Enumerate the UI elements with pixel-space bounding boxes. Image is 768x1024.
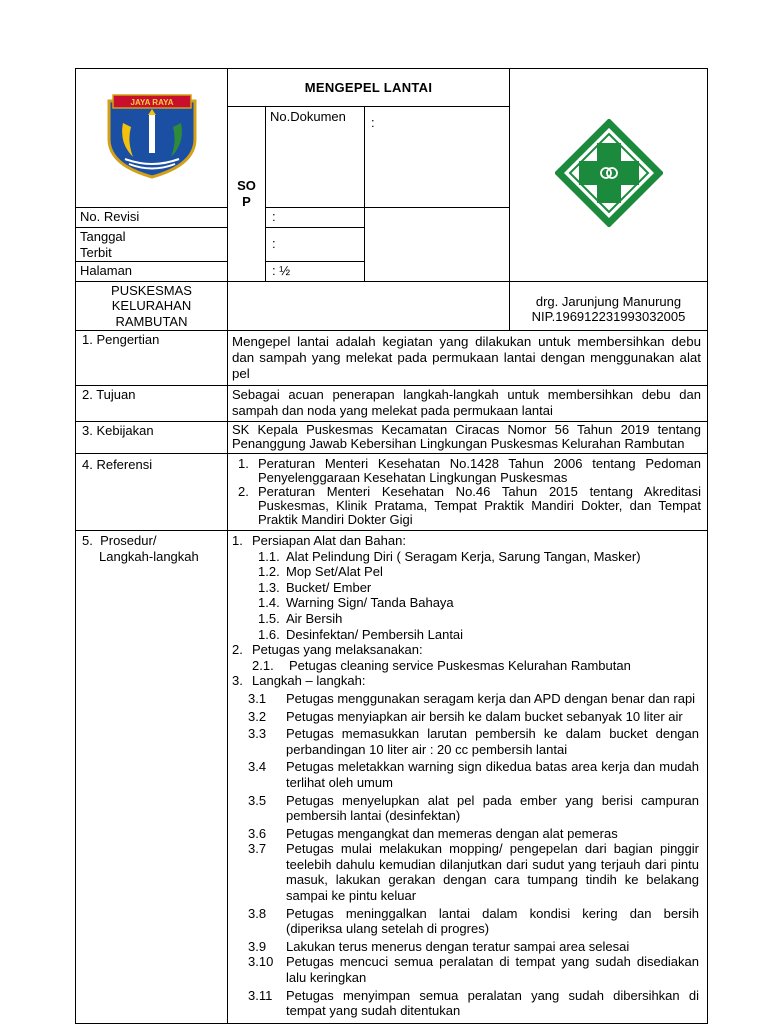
step-item: 3.10 Petugas mencuci semua peralatan di tempat yang sudah disediakan lalu keringkan [248,954,699,986]
label-prosedur-2: Langkah-langkah [99,548,199,564]
step-item: 3.4 Petugas meletakkan warning sign dikedua batas area kerja dan mudah terlihat oleh umum [248,759,699,790]
logo-banner-text: JAYA RAYA [130,98,173,108]
prosedur-group-3: 3. Langkah – langkah: [232,673,366,689]
list-item: 1.6. Desinfektan/ Pembersih Lantai [258,626,464,642]
jakarta-logo-cell [76,69,228,208]
list-item: 2.1. Petugas cleaning service Puskesmas Kelurahan Rambutan [252,657,631,673]
meta-label-nodokumen: No.Dokumen [266,107,365,208]
puskesmas-logo-icon [555,119,663,227]
meta-value-revisi: : [266,208,365,228]
step-item: 3.7 Petugas mulai melakukan mopping/ pengepelan dari bagian pinggir teelebih dahulu kemudian dilanjutkan dari sudut yang terjauh dari pintu masuk, lakukan gerakan dengan cara tumpang tindih ke belakang sampai ke pintu keluar [248,841,699,904]
label-tujuan: 2. Tujuan [76,386,228,422]
meta-label-tanggal: Tanggal Terbit [76,228,228,262]
meta-label-halaman: Halaman [76,262,228,282]
list-item: 1.5. Air Bersih [258,610,343,626]
document-title: MENGEPEL LANTAI [228,69,510,107]
meta-label-revisi: No. Revisi [76,208,228,228]
text-pengertian: Mengepel lantai adalah kegiatan yang dilakukan untuk membersihkan debu dan sampah yang melekat pada permukaan lantai dengan menggunakan alat pel [228,331,708,386]
step-item: 3.3 Petugas memasukkan larutan pembersih ke dalam bucket dengan perbandingan 10 liter air : 20 cc pembersih lantai [248,726,699,757]
puskesmas-name: PUSKESMAS KELURAHAN RAMBUTAN [76,282,228,331]
label-referensi: 4. Referensi [76,454,228,531]
meta-value-halaman: : ½ [266,262,365,282]
text-tujuan: Sebagai acuan penerapan langkah-langkah untuk membersihkan debu dan sampah dan noda yang melekat pada permukaan lantai [228,386,708,422]
sop-document [75,68,708,1024]
referensi-list [228,454,708,531]
signer-nip: NIP.196912231993032005 [531,309,686,324]
step-item: 3.5 Petugas menyelupkan alat pel pada ember yang berisi campuran pembersih lantai (desinfektan) [248,792,699,824]
signer-name: drg. Jarunjung Manurung [535,293,682,309]
label-pengertian: 1. Pengertian [76,331,228,386]
puskesmas-logo-cell [510,69,708,282]
label-kebijakan: 3. Kebijakan [76,422,228,454]
sop-label [228,107,266,282]
jakarta-coat-of-arms-icon [103,93,201,179]
label-prosedur [76,531,228,1024]
text-kebijakan: SK Kepala Puskesmas Kecamatan Ciracas Nomor 56 Tahun 2019 tentang Penanggung Jawab Kebersihan Lingkungan Puskesmas Kelurahan Rambutan [228,422,708,454]
list-item: 1.4. Warning Sign/ Tanda Bahaya [258,595,454,611]
prosedur-group-2: 2. Petugas yang melaksanakan: [232,642,423,658]
blank-cell [228,282,510,331]
list-item: 1.1. Alat Pelindung Diri ( Seragam Kerja, Sarung Tangan, Masker) [258,548,641,564]
step-item: 3.11 Petugas menyimpan semua peralatan yang sudah dibersihkan di tempat yang sudah ditentukan [248,987,699,1019]
meta-value-nodokumen: : [365,107,510,208]
step-item: 3.1 Petugas menggunakan seragam kerja dan APD dengan benar dan rapi [248,690,696,706]
list-item: 1.3. Bucket/ Ember [258,579,372,595]
sop-label-text: SO P [237,178,256,209]
label-prosedur-1: 5. Prosedur/ [82,533,157,548]
referensi-item: 1. Peraturan Menteri Kesehatan No.1428 Tahun 2006 tentang Pedoman Penyelenggaraan Kesehatan Lingkungan Puskesmas [238,456,701,485]
step-item: 3.2 Petugas menyiapkan air bersih ke dalam bucket sebanyak 10 liter air [248,708,683,724]
prosedur-group-1: 1. Persiapan Alat dan Bahan: [232,533,406,548]
step-item: 3.8 Petugas meninggalkan lantai dalam kondisi kering dan bersih (diperiksa ulang setelah di progres) [248,905,699,937]
meta-value-tanggal: : [266,228,365,262]
referensi-item: 2. Peraturan Menteri Kesehatan No.46 Tahun 2015 tentang Akreditasi Puskesmas, Klinik Pratama, Tempat Praktik Mandiri Dokter, dan Tempat Praktik Mandiri Dokter Gigi [238,484,701,527]
step-item: 3.6 Petugas mengangkat dan memeras dengan alat pemeras [248,825,618,841]
step-item: 3.9 Lakukan terus menerus dengan teratur sampai area selesai [248,938,630,954]
prosedur-content [228,531,708,1024]
signer-block [510,282,708,331]
list-item: 1.2. Mop Set/Alat Pel [258,564,383,580]
